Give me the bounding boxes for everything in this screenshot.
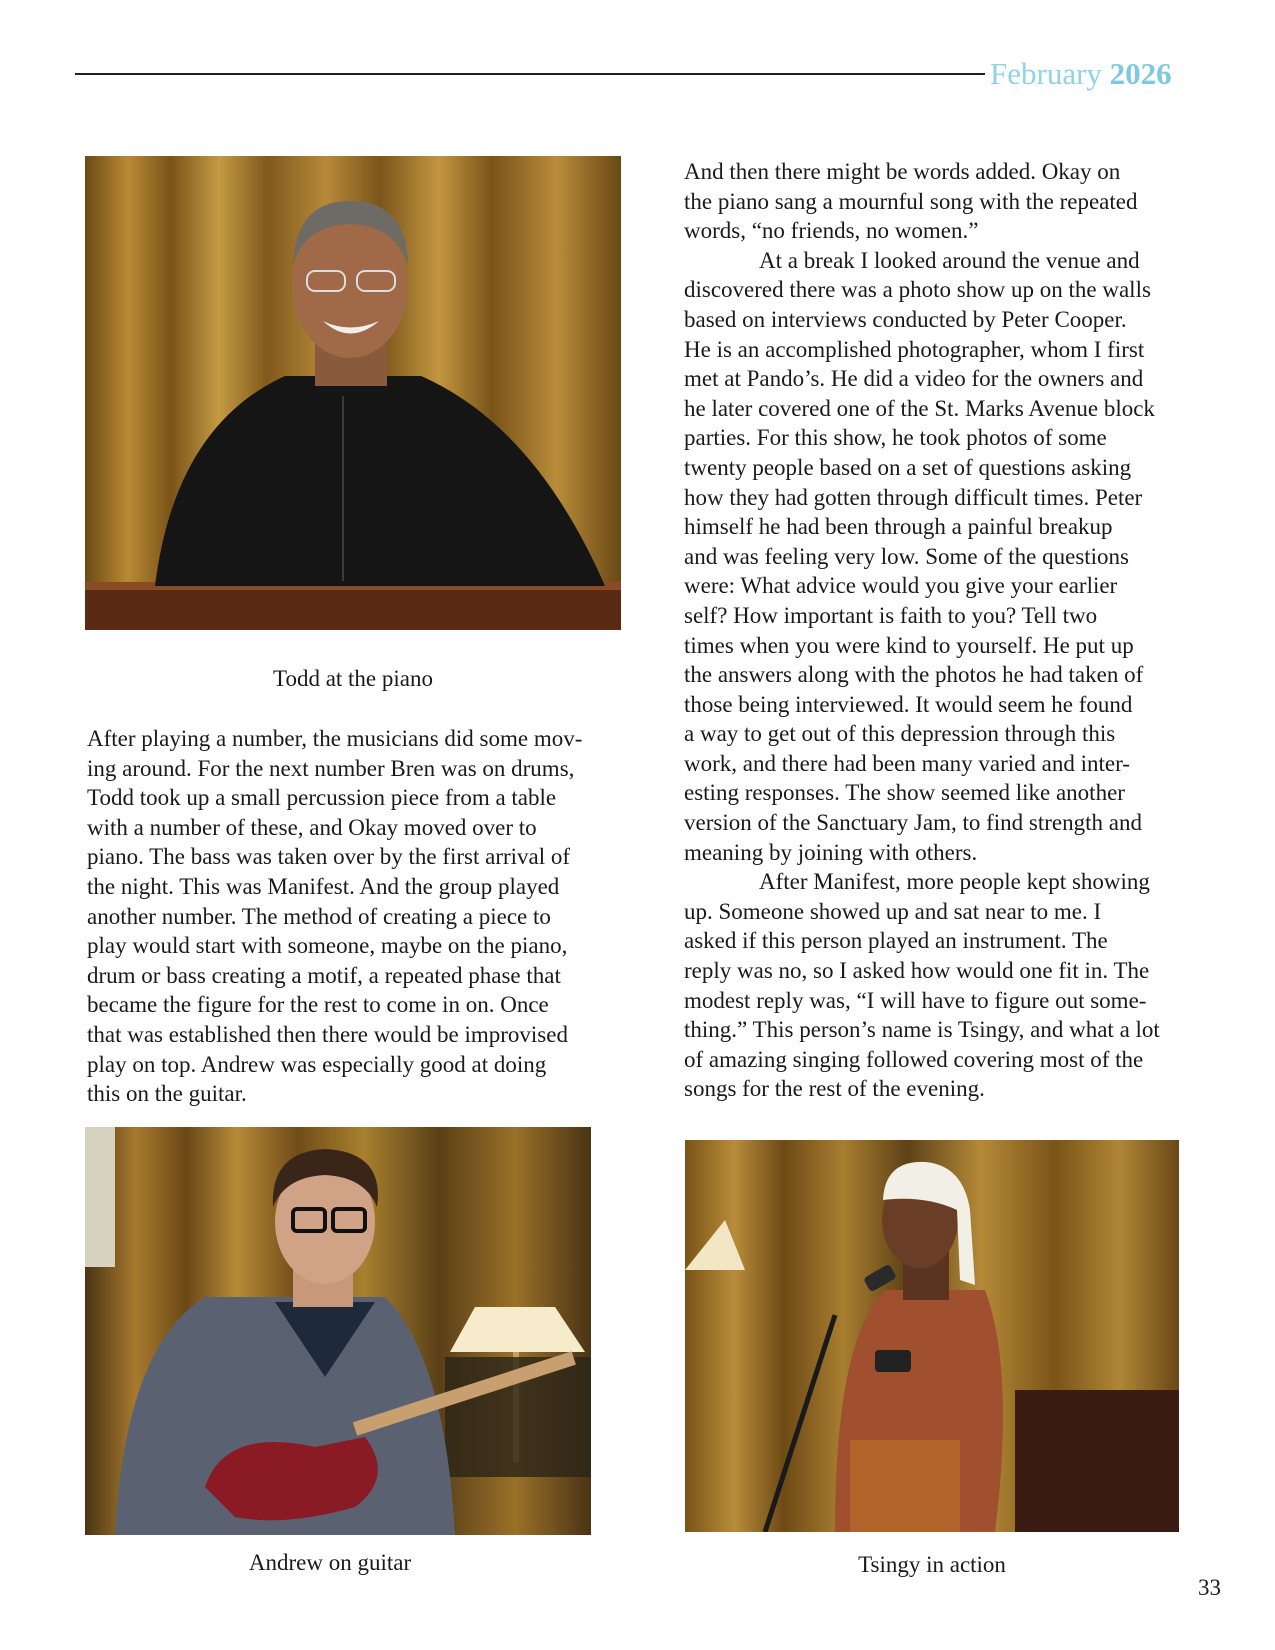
text-line: modest reply was, “I will have to figure out some-: [684, 987, 1147, 1013]
text-line: parties. For this show, he took photos of some: [684, 425, 1107, 451]
text-line: based on interviews conducted by Peter Cooper.: [684, 306, 1127, 332]
text-line: play would start with someone, maybe on the piano,: [87, 933, 568, 959]
text-line: met at Pando’s. He did a video for the owners and: [684, 366, 1144, 392]
paragraph: [684, 246, 1204, 867]
text-line: thing.” This person’s name is Tsingy, and what a lot: [684, 1017, 1160, 1043]
text-line: himself he had been through a painful breakup: [684, 514, 1113, 540]
text-line: asked if this person played an instrument. The: [684, 928, 1108, 954]
text-line: self? How important is faith to you? Tell two: [684, 602, 1098, 628]
text-line: were: What advice would you give your earlier: [684, 573, 1118, 599]
text-line: meaning by joining with others.: [684, 839, 978, 865]
text-line: twenty people based on a set of questions asking: [684, 454, 1132, 480]
text-line: the answers along with the photos he had taken of: [684, 662, 1144, 688]
paragraph: [684, 867, 1204, 1104]
text-line: piano. The bass was taken over by the first arrival of: [87, 844, 571, 870]
text-line: ing around. For the next number Bren was on drums,: [87, 755, 575, 781]
text-line: After Manifest, more people kept showing: [759, 869, 1150, 895]
text-line: and was feeling very low. Some of the questions: [684, 543, 1129, 569]
text-line: words, “no friends, no women.”: [684, 218, 979, 244]
text-line: At a break I looked around the venue and: [759, 247, 1140, 273]
text-line: esting responses. The show seemed like another: [684, 780, 1125, 806]
text-line: up. Someone showed up and sat near to me. I: [684, 898, 1102, 924]
photo-tsingy-in-action: [685, 1140, 1179, 1532]
text-line: how they had gotten through difficult times. Peter: [684, 484, 1143, 510]
text-line: a way to get out of this depression through this: [684, 721, 1116, 747]
text-line: the piano sang a mournful song with the repeated: [684, 188, 1138, 214]
issue-year: 2026: [1109, 56, 1172, 91]
text-line: that was established then there would be improvised: [87, 1021, 568, 1047]
text-line: reply was no, so I asked how would one fit in. The: [684, 958, 1150, 984]
text-line: those being interviewed. It would seem he found: [684, 691, 1133, 717]
text-line: with a number of these, and Okay moved over to: [87, 814, 537, 840]
text-line: songs for the rest of the evening.: [684, 1076, 985, 1102]
text-line: he later covered one of the St. Marks Avenue block: [684, 395, 1155, 421]
text-line: He is an accomplished photographer, whom I first: [684, 336, 1145, 362]
text-line: times when you were kind to yourself. He put up: [684, 632, 1134, 658]
text-line: work, and there had been many varied and inter-: [684, 750, 1130, 776]
header-rule: [75, 73, 985, 75]
page-number: 33: [1198, 1575, 1221, 1600]
right-column-text: [684, 157, 1204, 1104]
text-line: the night. This was Manifest. And the group played: [87, 873, 560, 899]
issue-date: [990, 56, 1172, 92]
text-line: And then there might be words added. Okay on: [684, 159, 1121, 184]
paragraph: [684, 157, 1204, 246]
text-line: this on the guitar.: [87, 1081, 247, 1107]
text-line: became the figure for the rest to come in on. Once: [87, 992, 549, 1018]
text-line: drum or bass creating a motif, a repeated phase that: [87, 962, 561, 988]
caption-andrew: Andrew on guitar: [248, 1550, 412, 1575]
text-line: Todd took up a small percussion piece from a table: [87, 785, 557, 811]
text-line: of amazing singing followed covering most of the: [684, 1046, 1144, 1072]
caption-tsingy: Tsingy in action: [858, 1552, 1006, 1577]
photo-todd-at-piano: [85, 156, 621, 630]
text-line: After playing a number, the musicians did some mov-: [87, 726, 583, 751]
photo-andrew-on-guitar: [85, 1127, 591, 1535]
caption-todd: Todd at the piano: [273, 666, 433, 691]
text-line: discovered there was a photo show up on the walls: [684, 277, 1151, 303]
text-line: version of the Sanctuary Jam, to find strength and: [684, 810, 1142, 836]
text-line: another number. The method of creating a piece to: [87, 903, 551, 929]
issue-month: February: [990, 56, 1102, 91]
text-line: play on top. Andrew was especially good at doing: [87, 1051, 547, 1077]
left-column-text: [87, 724, 637, 1109]
